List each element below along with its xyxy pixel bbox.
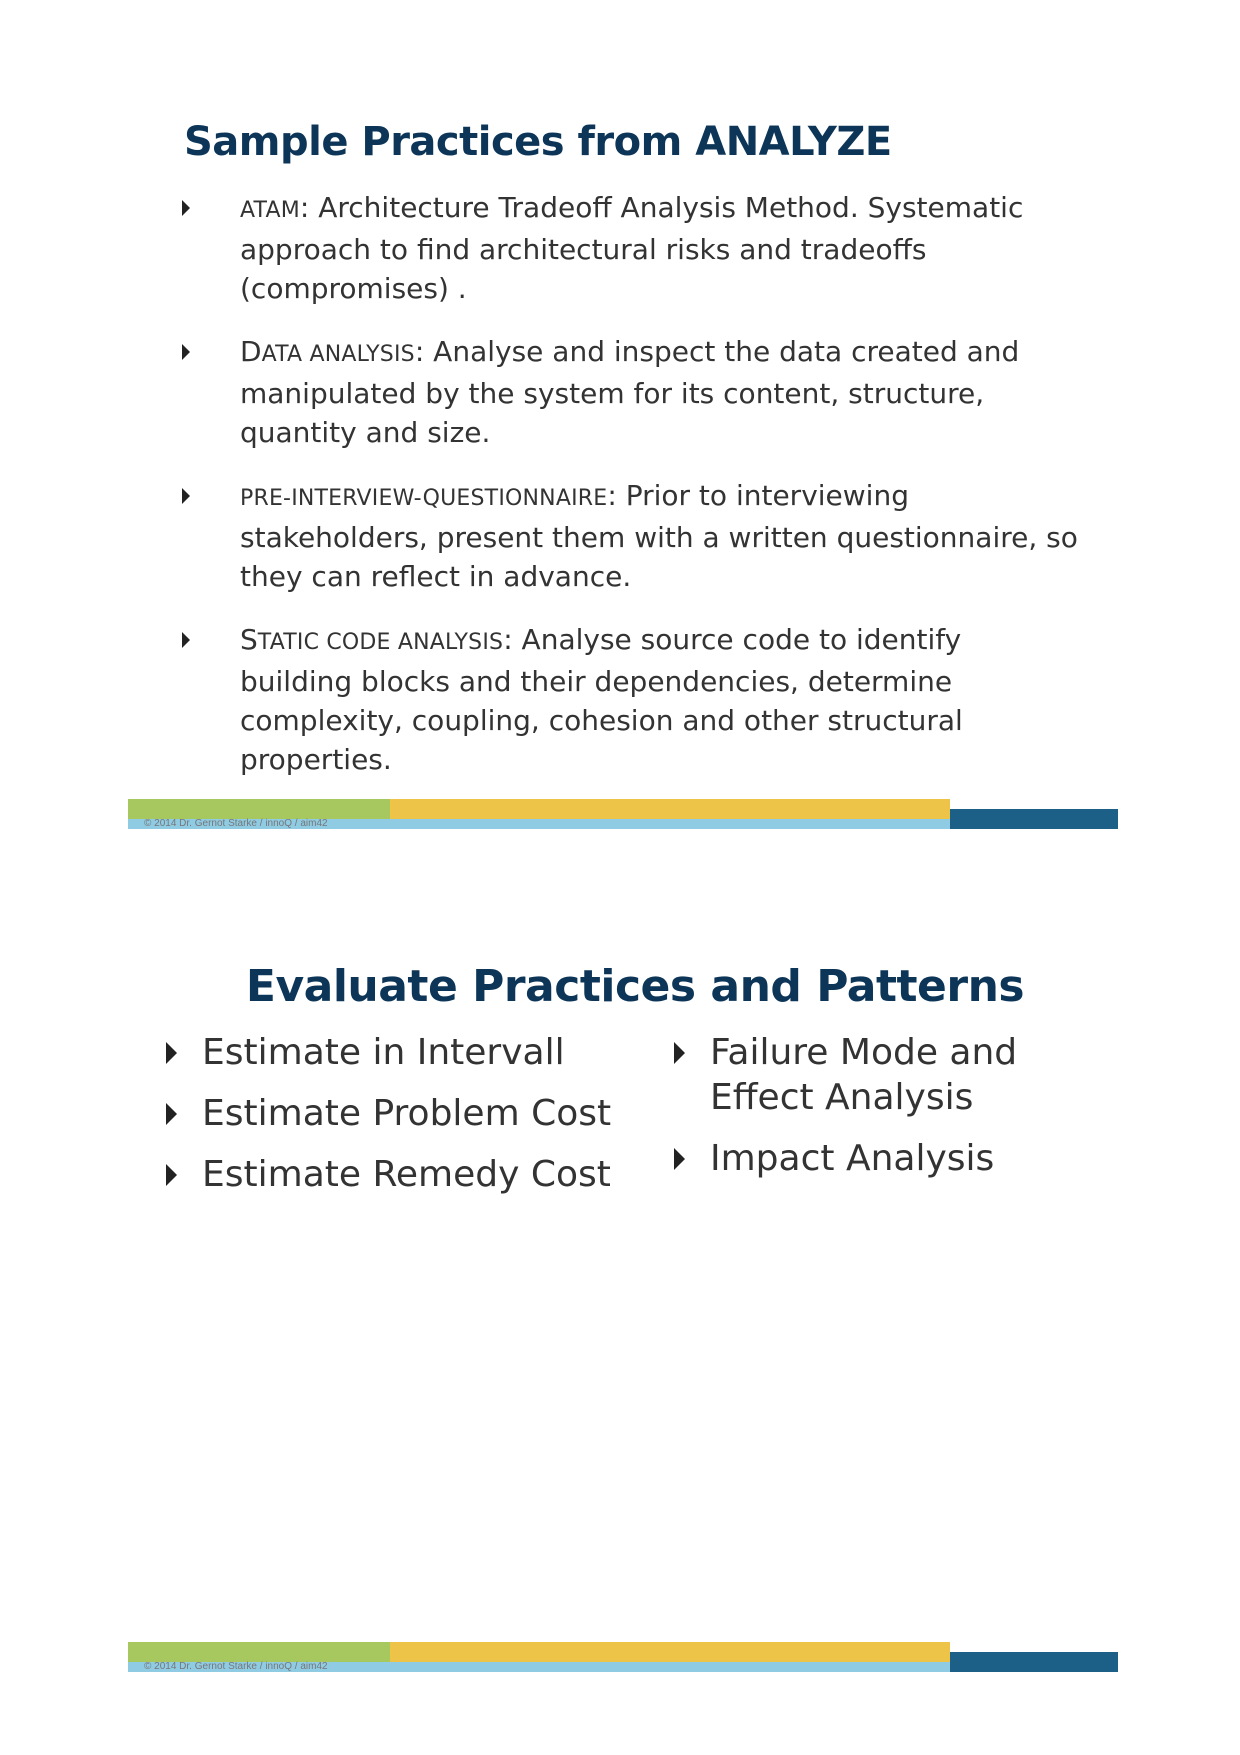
slide-footer-bar	[128, 1642, 1118, 1676]
list-item	[160, 1152, 630, 1197]
list-item-label: Estimate in Intervall	[202, 1032, 565, 1073]
list-item	[160, 1030, 630, 1075]
footer-bar-yellow	[390, 799, 950, 819]
bullet-arrow-icon	[166, 1042, 177, 1064]
footer-bar-green	[128, 799, 390, 819]
practice-term: ATA ANALYSIS	[261, 342, 415, 367]
bullet-arrow-icon	[182, 344, 190, 360]
bullet-arrow-icon	[166, 1164, 177, 1186]
slide-footer-bar	[128, 799, 1118, 833]
footer-copyright: © 2014 Dr. Gernot Starke / innoQ / aim42	[144, 818, 328, 829]
slide-title-analyze: Sample Practices from ANALYZE	[184, 119, 892, 165]
list-item-static-code-analysis	[178, 620, 1078, 779]
analyze-practices-list	[178, 188, 1078, 803]
bullet-arrow-icon	[674, 1148, 685, 1170]
bullet-arrow-icon	[182, 488, 190, 504]
practice-term: ATAM	[240, 198, 300, 223]
practice-description: : Architecture Tradeoff Analysis Method. Systematic approach to find architectural risks and tradeoffs (compromises) .	[240, 191, 1024, 305]
practice-term: PRE-INTERVIEW-QUESTIONNAIRE	[240, 486, 608, 511]
list-item	[160, 1091, 630, 1136]
slide-title-evaluate: Evaluate Practices and Patterns	[245, 961, 1025, 1012]
footer-bar-yellow	[390, 1642, 950, 1662]
list-item	[668, 1030, 1088, 1120]
footer-bar-dark-blue	[950, 1652, 1118, 1672]
bullet-arrow-icon	[182, 200, 190, 216]
list-item-label: Estimate Remedy Cost	[202, 1154, 611, 1195]
list-item	[668, 1136, 1088, 1181]
evaluate-list-left	[160, 1030, 630, 1213]
practice-description: : Prior to interviewing stakeholders, present them with a written questionnaire, so they can reflect in advance.	[240, 479, 1078, 593]
practice-term-initial: D	[240, 335, 262, 368]
practice-term-initial: S	[240, 623, 258, 656]
list-item-atam	[178, 188, 1078, 308]
list-item-label: Estimate Problem Cost	[202, 1093, 612, 1134]
footer-bar-dark-blue	[950, 809, 1118, 829]
practice-description: : Analyse and inspect the data created and manipulated by the system for its content, structure, quantity and size.	[240, 335, 1020, 449]
list-item-data-analysis	[178, 332, 1078, 452]
list-item-pre-interview-questionnaire	[178, 476, 1078, 596]
bullet-arrow-icon	[166, 1103, 177, 1125]
footer-copyright: © 2014 Dr. Gernot Starke / innoQ / aim42	[144, 1661, 328, 1672]
footer-bar-green	[128, 1642, 390, 1662]
bullet-arrow-icon	[674, 1042, 685, 1064]
practice-description: : Analyse source code to identify building blocks and their dependencies, determine complexity, coupling, cohesion and other structural properties.	[240, 623, 963, 776]
list-item-label: Failure Mode and Effect Analysis	[710, 1032, 1018, 1118]
evaluate-list-right	[668, 1030, 1088, 1197]
list-item-label: Impact Analysis	[710, 1138, 995, 1179]
practice-term: TATIC CODE ANALYSIS	[257, 630, 504, 655]
bullet-arrow-icon	[182, 632, 190, 648]
